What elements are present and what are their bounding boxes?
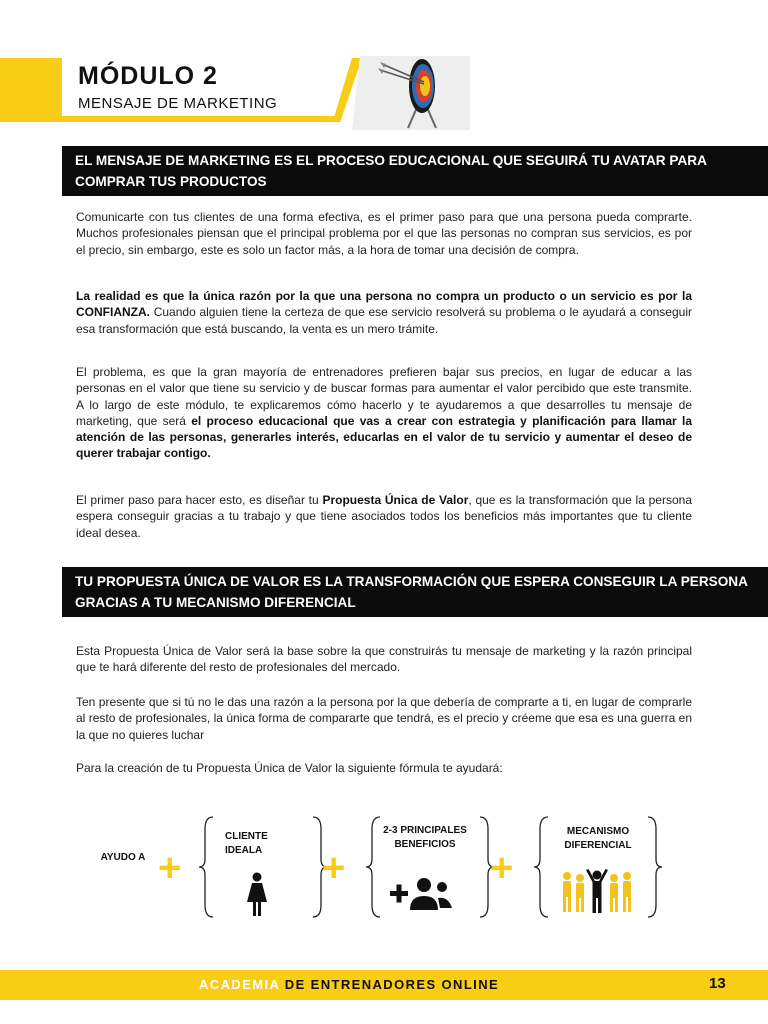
paragraph bbox=[76, 492, 692, 541]
section-banner: EL MENSAJE DE MARKETING ES EL PROCESO EDUCACIONAL QUE SEGUIRÁ TU AVATAR PARA COMPRAR TUS PRODUCTOS bbox=[62, 146, 768, 196]
paragraph: Comunicarte con tus clientes de una forma efectiva, es el primer paso para que una persona pueda comprarte. Muchos profesionales piensan que el principal problema por el que las personas no compran sus servicios, es por el precio, sin embargo, este es solo un factor más, a la hora de tomar una decisión de compra. bbox=[76, 210, 692, 257]
archery-target-icon bbox=[352, 56, 470, 130]
formula-cliente-label: CLIENTE IDEALA bbox=[225, 831, 268, 856]
section-banner: TU PROPUESTA ÚNICA DE VALOR ES LA TRANSFORMACIÓN QUE ESPERA CONSEGUIR LA PERSONA GRACIAS A TU MECANISMO DIFERENCIAL bbox=[62, 567, 768, 617]
text: , que es la transformación que la persona espera conseguir gracias a tu trabajo y que tiene asociados todos los beneficios más importantes que tu cliente ideal desea. bbox=[76, 493, 693, 540]
paragraph bbox=[76, 364, 692, 462]
footer-brand bbox=[199, 977, 499, 992]
page-number: 13 bbox=[709, 975, 726, 992]
formula-ayudo-label: AYUDO A bbox=[100, 852, 146, 863]
add-group-icon bbox=[390, 876, 454, 912]
paragraph bbox=[76, 288, 692, 337]
paragraph: Ten presente que si tú no le das una razón a la persona por la que debería de comprarte a ti, en lugar de comprarle al resto de profesionales, la única forma de compararte que tendrá, es el precio y créeme que esa es una guerra en la que no quieres luchar bbox=[76, 695, 692, 742]
emphasis: el proceso educacional que vas a crear con estrategia y planificación para llamar la atención de las personas, generarles interés, educarlas en el valor de tu servicio y aumentar el deseo de querer trabajar contigo. bbox=[76, 413, 692, 461]
formula-beneficios-label: 2-3 PRINCIPALES BENEFICIOS bbox=[383, 825, 467, 850]
formula-mecanismo-label: MECANISMO DIFERENCIAL bbox=[564, 826, 632, 851]
footer-brand-highlight: ACADEMIA bbox=[199, 977, 280, 992]
plus-icon: + bbox=[490, 846, 514, 890]
plus-icon: + bbox=[158, 846, 182, 890]
text: El problema, es que la gran mayoría de entrenadores prefieren bajar sus precios, en lugar de educar a las personas en el valor que tiene su servicio y de buscar formas para aumentar el valor percibido que este transmite. A lo largo de este módulo, te explicaremos cómo hacerlo y te ayudaremos a que desarrolles tu mensaje de marketing, que será bbox=[76, 365, 692, 428]
emphasis: Propuesta Única de Valor bbox=[322, 493, 469, 507]
plus-icon: + bbox=[322, 846, 346, 890]
paragraph: Para la creación de tu Propuesta Única de Valor la siguiente fórmula te ayudará: bbox=[76, 761, 503, 775]
standout-person-icon bbox=[560, 868, 636, 914]
text: Cuando alguien tiene la certeza de que ese servicio resolverá su problema o le ayudará a conseguir esa transformación que está buscando, la venta es un mero trámite. bbox=[76, 305, 692, 336]
emphasis: La realidad es que la única razón por la que una persona no compra un producto o un servicio es por la CONFIANZA. bbox=[76, 289, 692, 320]
header-accent bbox=[0, 58, 62, 122]
paragraph: Esta Propuesta Única de Valor será la base sobre la que construirás tu mensaje de marketing y la razón principal que te hará diferente del resto de profesionales del mercado. bbox=[76, 644, 692, 675]
woman-icon bbox=[245, 872, 269, 916]
text: El primer paso para hacer esto, es diseñar tu bbox=[76, 493, 323, 507]
module-subtitle: MENSAJE DE MARKETING bbox=[78, 95, 278, 112]
module-title: MÓDULO 2 bbox=[78, 62, 218, 90]
footer-brand-rest: DE ENTRENADORES ONLINE bbox=[279, 977, 500, 992]
